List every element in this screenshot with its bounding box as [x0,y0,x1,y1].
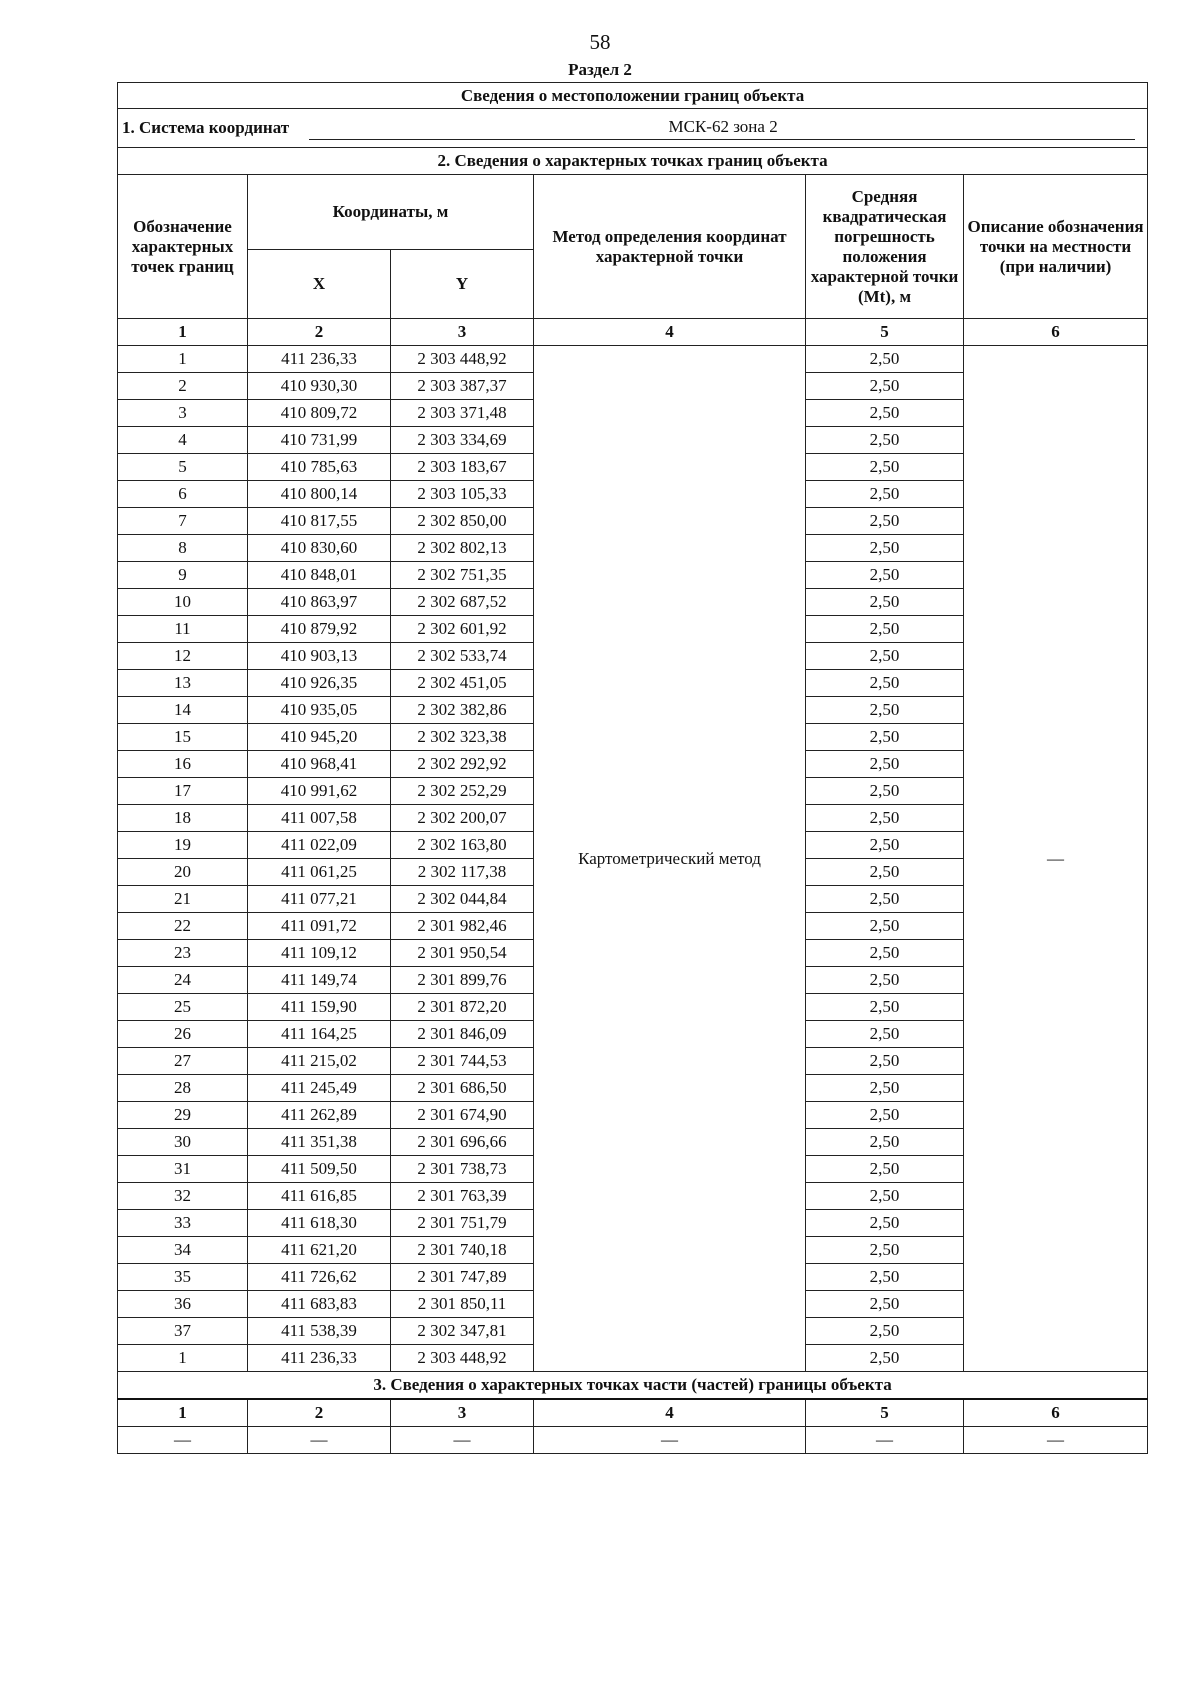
point-error: 2,50 [806,832,964,859]
point-error: 2,50 [806,913,964,940]
section3-cell: — [248,1427,391,1454]
point-x: 411 215,02 [248,1048,391,1075]
point-number: 1 [118,346,248,373]
section3-column-number-row [118,1399,1148,1427]
point-y: 2 301 686,50 [391,1075,534,1102]
point-y: 2 303 334,69 [391,427,534,454]
point-y: 2 301 950,54 [391,940,534,967]
point-x: 411 159,90 [248,994,391,1021]
point-y: 2 302 252,29 [391,778,534,805]
point-number: 29 [118,1102,248,1129]
point-error: 2,50 [806,589,964,616]
point-y: 2 303 448,92 [391,1345,534,1372]
section3-col-num-3: 3 [391,1399,534,1427]
section3-cell: — [391,1427,534,1454]
point-x: 410 848,01 [248,562,391,589]
header-method: Метод определения координат характерной точки [534,175,806,319]
point-y: 2 301 846,09 [391,1021,534,1048]
point-x: 410 731,99 [248,427,391,454]
point-y: 2 302 163,80 [391,832,534,859]
point-x: 411 245,49 [248,1075,391,1102]
point-x: 410 817,55 [248,508,391,535]
coord-system-row [118,109,1148,148]
point-number: 20 [118,859,248,886]
point-error: 2,50 [806,643,964,670]
point-y: 2 301 738,73 [391,1156,534,1183]
point-error: 2,50 [806,1048,964,1075]
point-error: 2,50 [806,1183,964,1210]
point-error: 2,50 [806,562,964,589]
point-error: 2,50 [806,508,964,535]
point-error: 2,50 [806,1102,964,1129]
point-y: 2 302 044,84 [391,886,534,913]
point-number: 12 [118,643,248,670]
header-description: Описание обозначения точки на местности (при наличии) [964,175,1148,319]
point-x: 410 830,60 [248,535,391,562]
point-y: 2 301 740,18 [391,1237,534,1264]
point-x: 410 968,41 [248,751,391,778]
point-x: 411 236,33 [248,1345,391,1372]
point-x: 411 621,20 [248,1237,391,1264]
point-number: 37 [118,1318,248,1345]
point-error: 2,50 [806,1291,964,1318]
point-error: 2,50 [806,778,964,805]
point-x: 410 926,35 [248,670,391,697]
point-error: 2,50 [806,535,964,562]
point-error: 2,50 [806,400,964,427]
point-y: 2 303 387,37 [391,373,534,400]
point-y: 2 301 899,76 [391,967,534,994]
table-title: Сведения о местоположении границ объекта [118,83,1148,109]
col-num-3: 3 [391,319,534,346]
point-error: 2,50 [806,346,964,373]
point-number: 8 [118,535,248,562]
section3-col-num-4: 4 [534,1399,806,1427]
point-x: 411 077,21 [248,886,391,913]
point-x: 411 061,25 [248,859,391,886]
point-number: 6 [118,481,248,508]
point-error: 2,50 [806,967,964,994]
col-num-2: 2 [248,319,391,346]
point-error: 2,50 [806,1318,964,1345]
point-number: 26 [118,1021,248,1048]
point-number: 3 [118,400,248,427]
point-number: 21 [118,886,248,913]
point-x: 410 935,05 [248,697,391,724]
point-x: 411 109,12 [248,940,391,967]
point-error: 2,50 [806,454,964,481]
point-x: 411 509,50 [248,1156,391,1183]
point-y: 2 302 802,13 [391,535,534,562]
point-y: 2 302 117,38 [391,859,534,886]
coord-system-label: 1. Система координат [122,118,290,137]
section3-row [118,1427,1148,1454]
coord-system-value: МСК-62 зона 2 [309,117,1135,140]
point-x: 410 809,72 [248,400,391,427]
method-cell: Картометрический метод [534,346,806,1372]
section-title: Раздел 2 [568,60,632,79]
point-y: 2 303 105,33 [391,481,534,508]
point-x: 411 683,83 [248,1291,391,1318]
header-x: X [248,250,391,319]
point-error: 2,50 [806,1156,964,1183]
point-error: 2,50 [806,859,964,886]
point-y: 2 302 382,86 [391,697,534,724]
point-error: 2,50 [806,697,964,724]
point-x: 411 538,39 [248,1318,391,1345]
point-error: 2,50 [806,1129,964,1156]
point-number: 36 [118,1291,248,1318]
section3-cell: — [118,1427,248,1454]
point-number: 9 [118,562,248,589]
section3-col-num-6: 6 [964,1399,1148,1427]
point-y: 2 301 872,20 [391,994,534,1021]
point-number: 10 [118,589,248,616]
point-y: 2 303 371,48 [391,400,534,427]
point-x: 411 236,33 [248,346,391,373]
point-y: 2 301 751,79 [391,1210,534,1237]
point-error: 2,50 [806,1345,964,1372]
point-error: 2,50 [806,616,964,643]
point-x: 410 945,20 [248,724,391,751]
point-x: 410 903,13 [248,643,391,670]
point-y: 2 302 687,52 [391,589,534,616]
point-y: 2 302 533,74 [391,643,534,670]
point-number: 4 [118,427,248,454]
point-y: 2 302 292,92 [391,751,534,778]
point-number: 30 [118,1129,248,1156]
col-num-6: 6 [964,319,1148,346]
point-number: 24 [118,967,248,994]
column-number-row [118,319,1148,346]
point-number: 1 [118,1345,248,1372]
point-x: 410 879,92 [248,616,391,643]
section3-col-num-2: 2 [248,1399,391,1427]
col-num-4: 4 [534,319,806,346]
header-error: Средняя квадратическая погрешность положения характерной точки (Mt), м [806,175,964,319]
point-error: 2,50 [806,1210,964,1237]
point-x: 411 149,74 [248,967,391,994]
point-x: 410 800,14 [248,481,391,508]
point-y: 2 301 696,66 [391,1129,534,1156]
point-number: 19 [118,832,248,859]
page-number: 58 [589,30,611,54]
point-number: 2 [118,373,248,400]
point-y: 2 301 982,46 [391,913,534,940]
point-y: 2 302 200,07 [391,805,534,832]
point-number: 35 [118,1264,248,1291]
point-number: 31 [118,1156,248,1183]
point-x: 411 726,62 [248,1264,391,1291]
point-number: 27 [118,1048,248,1075]
point-x: 411 091,72 [248,913,391,940]
point-y: 2 303 448,92 [391,346,534,373]
point-error: 2,50 [806,427,964,454]
point-y: 2 301 747,89 [391,1264,534,1291]
point-error: 2,50 [806,994,964,1021]
point-x: 411 616,85 [248,1183,391,1210]
point-y: 2 302 751,35 [391,562,534,589]
point-error: 2,50 [806,886,964,913]
point-x: 410 863,97 [248,589,391,616]
header-y: Y [391,250,534,319]
point-y: 2 301 674,90 [391,1102,534,1129]
point-error: 2,50 [806,724,964,751]
point-y: 2 301 850,11 [391,1291,534,1318]
point-x: 411 164,25 [248,1021,391,1048]
point-number: 17 [118,778,248,805]
point-number: 34 [118,1237,248,1264]
point-error: 2,50 [806,751,964,778]
section3-col-num-1: 1 [118,1399,248,1427]
section3-cell: — [964,1427,1148,1454]
point-y: 2 301 763,39 [391,1183,534,1210]
point-number: 18 [118,805,248,832]
section3-cell: — [806,1427,964,1454]
section3-title: 3. Сведения о характерных точках части (частей) границы объекта [118,1372,1148,1400]
point-error: 2,50 [806,1021,964,1048]
point-error: 2,50 [806,670,964,697]
point-number: 33 [118,1210,248,1237]
section2-title: 2. Сведения о характерных точках границ объекта [118,148,1148,175]
point-y: 2 302 850,00 [391,508,534,535]
boundary-table [117,82,1148,1454]
section3-col-num-5: 5 [806,1399,964,1427]
header-coordinates: Координаты, м [248,175,534,250]
point-y: 2 302 323,38 [391,724,534,751]
point-error: 2,50 [806,373,964,400]
point-x: 411 262,89 [248,1102,391,1129]
col-num-1: 1 [118,319,248,346]
point-number: 28 [118,1075,248,1102]
point-error: 2,50 [806,1075,964,1102]
point-number: 15 [118,724,248,751]
point-x: 411 351,38 [248,1129,391,1156]
point-x: 411 022,09 [248,832,391,859]
point-number: 5 [118,454,248,481]
point-y: 2 301 744,53 [391,1048,534,1075]
point-number: 32 [118,1183,248,1210]
point-number: 14 [118,697,248,724]
point-x: 410 785,63 [248,454,391,481]
point-number: 23 [118,940,248,967]
point-error: 2,50 [806,481,964,508]
point-error: 2,50 [806,940,964,967]
point-x: 410 991,62 [248,778,391,805]
point-number: 25 [118,994,248,1021]
point-error: 2,50 [806,805,964,832]
point-x: 411 618,30 [248,1210,391,1237]
point-number: 11 [118,616,248,643]
point-y: 2 302 451,05 [391,670,534,697]
point-number: 16 [118,751,248,778]
point-y: 2 302 347,81 [391,1318,534,1345]
point-number: 22 [118,913,248,940]
point-number: 7 [118,508,248,535]
point-error: 2,50 [806,1237,964,1264]
section3-cell: — [534,1427,806,1454]
point-y: 2 302 601,92 [391,616,534,643]
header-designation: Обозначение характерных точек границ [118,175,248,319]
point-x: 411 007,58 [248,805,391,832]
description-cell: — [964,346,1148,1372]
point-error: 2,50 [806,1264,964,1291]
table-row [118,346,1148,373]
point-x: 410 930,30 [248,373,391,400]
point-y: 2 303 183,67 [391,454,534,481]
point-number: 13 [118,670,248,697]
col-num-5: 5 [806,319,964,346]
